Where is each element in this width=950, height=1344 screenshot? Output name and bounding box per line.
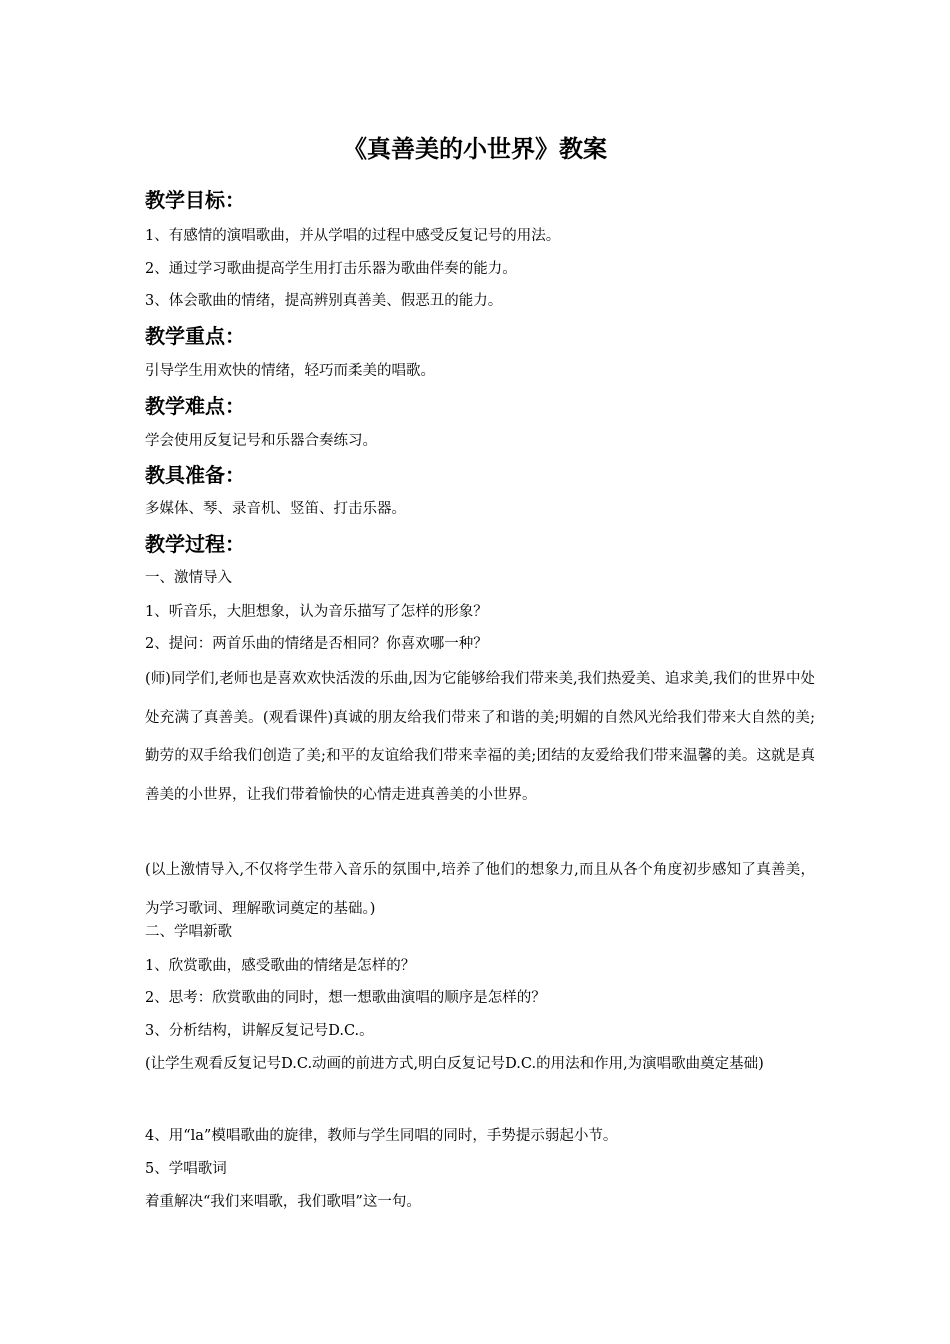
process-part2-item: 2、思考：欣赏歌曲的同时，想一想歌曲演唱的顺序是怎样的？ bbox=[145, 990, 546, 1006]
materials-text: 多媒体、琴、录音机、竖笛、打击乐器。 bbox=[145, 501, 406, 517]
document-title: 《真善美的小世界》教案 bbox=[343, 134, 607, 163]
part2-note-paragraph: (让学生观看反复记号D.C.动画的前进方式,明白反复记号D.C.的用法和作用,为演唱歌曲奠定基础) bbox=[145, 1056, 764, 1072]
process-part2-item: 3、分析结构，讲解反复记号D.C.。 bbox=[145, 1023, 374, 1039]
process-part2-title: 二、学唱新歌 bbox=[145, 924, 232, 940]
process-part2-item-detail: 着重解决“我们来唱歌，我们歌唱”这一句。 bbox=[145, 1194, 421, 1210]
key-points-heading: 教学重点： bbox=[145, 324, 245, 348]
process-part2-item: 5、学唱歌词 bbox=[145, 1161, 227, 1177]
objective-item: 2、通过学习歌曲提高学生用打击乐器为歌曲伴奏的能力。 bbox=[145, 261, 517, 277]
process-part1-item: 1、听音乐，大胆想象，认为音乐描写了怎样的形象？ bbox=[145, 604, 488, 620]
process-heading: 教学过程： bbox=[145, 532, 245, 556]
key-points-text: 引导学生用欢快的情绪，轻巧而柔美的唱歌。 bbox=[145, 363, 435, 379]
objective-item: 1、有感情的演唱歌曲，并从学唱的过程中感受反复记号的用法。 bbox=[145, 228, 561, 244]
process-part1-title: 一、激情导入 bbox=[145, 570, 232, 586]
materials-heading: 教具准备： bbox=[145, 463, 245, 487]
difficulties-heading: 教学难点： bbox=[145, 394, 245, 418]
process-part2-item: 4、用“la”模唱歌曲的旋律，教师与学生同唱的同时，手势提示弱起小节。 bbox=[145, 1128, 618, 1144]
objective-item: 3、体会歌曲的情绪，提高辨别真善美、假恶丑的能力。 bbox=[145, 293, 503, 309]
difficulties-text: 学会使用反复记号和乐器合奏练习。 bbox=[145, 433, 377, 449]
process-part2-item: 1、欣赏歌曲，感受歌曲的情绪是怎样的？ bbox=[145, 958, 416, 974]
process-part1-item: 2、提问：两首乐曲的情绪是否相同？你喜欢哪一种？ bbox=[145, 636, 488, 652]
objectives-heading: 教学目标： bbox=[145, 188, 245, 212]
part1-note-paragraph: (以上激情导入,不仅将学生带入音乐的氛围中,培养了他们的想象力,而且从各个角度初步感知了真善美，为学习歌词、理解歌词奠定的基础。) bbox=[145, 862, 815, 917]
teacher-script-paragraph: (师)同学们,老师也是喜欢欢快活泼的乐曲,因为它能够给我们带来美,我们热爱美、追求美,我们的世界中处处充满了真善美。(观看课件)真诚的朋友给我们带来了和谐的美;明媚的自然风光给我们带来大自然的美;勤劳的双手给我们创造了美;和平的友谊给我们带来幸福的美;团结的友爱给我们带来温馨的美。这就是真善美的小世界，让我们带着愉快的心情走进真善美的小世界。 bbox=[145, 671, 815, 803]
